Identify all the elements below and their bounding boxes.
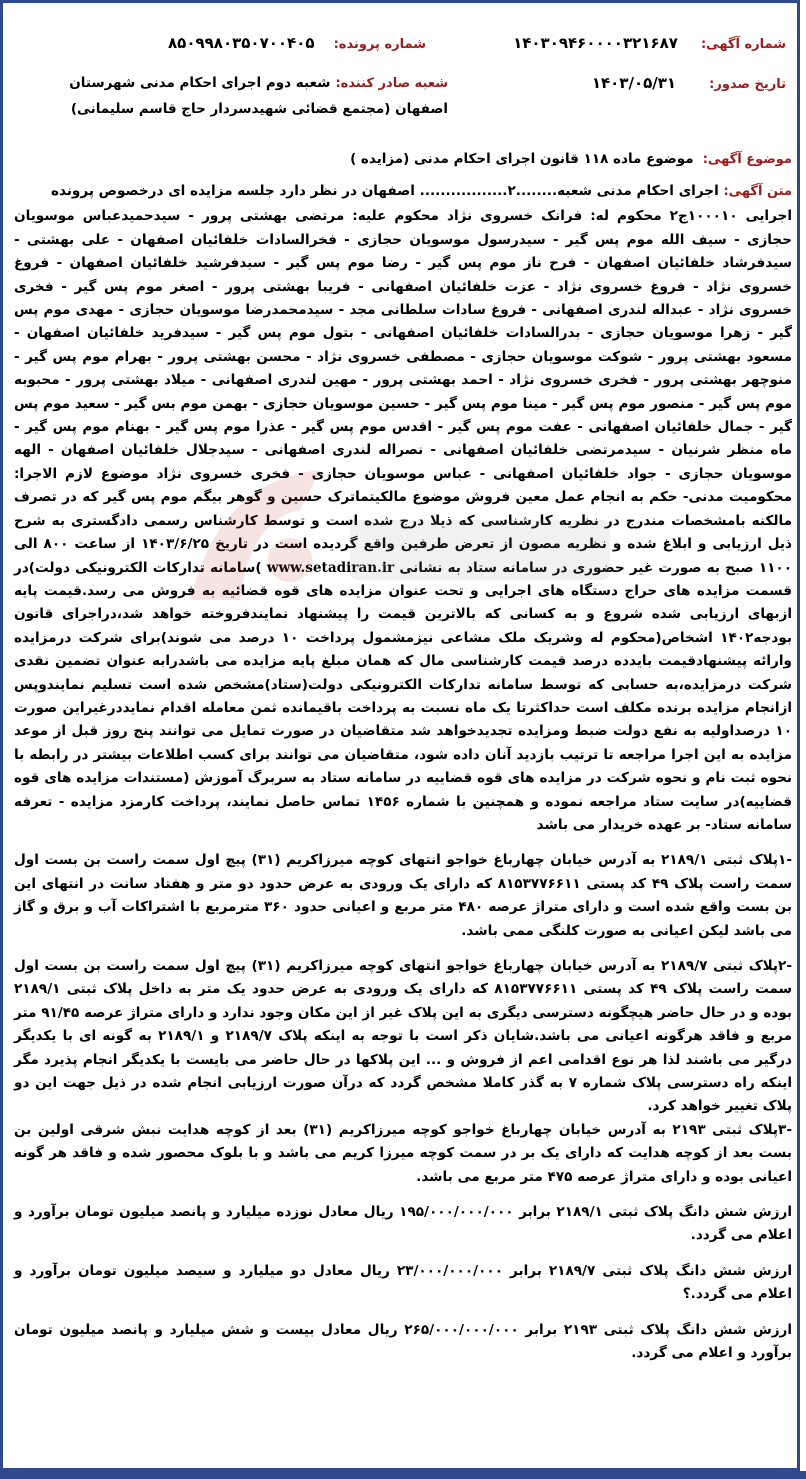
value-1: ارزش شش دانگ پلاک ثبتی ۲۱۸۹/۱ برابر ۱۹۵/۰۰۰/۰۰۰/۰۰۰ ریال معادل نوزده میلیارد و پانصد میلیون تومان برآورد و اعلام می گردد. xyxy=(14,1204,792,1244)
item-1: -۱پلاک ثبتی ۲۱۸۹/۱ به آدرس خیابان چهارباغ خواجو انتهای کوچه میرزاکریم (۳۱) پیچ اول سمت راست بن بست اول سمت راست پلاک ۴۹ کد پستی ۸۱۵۳۷۷۶۶۱۱ که دارای یک ورودی به عرض حدود دو متر و هفتاد سانت در انتهای این بن بست واقع شده است و دارای متراژ عرصه ۴۸۰ متر مربع و اعیانی حدود ۳۶۰ مترمربع با اشتراکات آب و برق و گاز می باشد لیکن اعیانی به صورت کلنگی ممی باشد. xyxy=(14,852,793,939)
item-2: -۲پلاک ثبتی ۲۱۸۹/۷ به آدرس خیابان چهارباغ خواجو انتهای کوچه میرزاکریم (۳۱) پیچ اول سمت راست بن بست اول سمت راست پلاک ۴۹ کد پستی ۸۱۵۳۷۷۶۶۱۱ که دارای یک ورودی به عرض حدود یک متر به داخل پلاک ثبتی ۲۱۸۹/۱ بوده و در حال حاضر هیچگونه دسترسی دیگری به این پلاک غیر از این مکان وجود ندارد و دارای متراژ عرصه ۹۱/۴۵ متر مربع و فاقد هرگونه اعیانی می باشد.شایان ذکر است با توجه به اینکه پلاک ۲۱۸۹/۷ و ۲۱۸۹/۱ به گونه ای با یکدیگر درگیر می باشند لذا هر نوع اقدامی اعم از فروش و ... این پلاکها در حال حاضر می بایست با یکدیگر انجام پذیرد مگر اینکه راه دسترسی پلاک شماره ۷ به گذر کاملا مشخص گردد که درآن صورت ارزیابی انجام شده در ذیل جهت این دو پلاک تغییر خواهد کرد. xyxy=(14,958,793,1115)
issuer-row xyxy=(18,70,448,121)
case-number-label: شماره پرونده: xyxy=(333,37,426,52)
value-3: ارزش شش دانگ پلاک ثبتی ۲۱۹۳ برابر ۲۶۵/۰۰۰/۰۰۰/۰۰۰ ریال معادل بیست و شش میلیارد و پانصد میلیون تومان برآورد و اعلام می گردد. xyxy=(14,1321,793,1362)
case-number-row xyxy=(168,33,426,52)
issue-date: ۱۴۰۳/۰۵/۳۱ xyxy=(591,74,677,92)
ad-number-label: شماره آگهی: xyxy=(700,37,786,52)
website-link[interactable]: www.setadiran.ir xyxy=(266,559,395,576)
subject: موضوع ماده ۱۱۸ قانون اجرای احکام مدنی (مزایده ) xyxy=(350,151,694,167)
case-number: ۸۵۰۹۹۸۰۳۵۰۷۰۰۴۰۵ xyxy=(168,34,315,52)
issuer-label: شعبه صادر کننده: xyxy=(335,76,448,91)
ad-number-row xyxy=(513,33,786,52)
intro-row xyxy=(14,180,792,203)
paragraph-1: اجرایی ۱۰۰۰۱۰ج۲ محکوم له: فرانک خسروی نژاد محکوم علیه: مرتضی بهشتی پرور - سیدحمیدعباس موسویان حجازی - سیف الله موم پس گیر - سیدرسول موسویان حجازی - فخرالسادات خلفائیان اصفهان - علی بهشتی - سیدفرشاد خلفائیان اصفهان - فرح ناز موم پس گیر - رضا موم پس گیر - سیدفرشید خلفائیان اصفهان - فروغ خسروی نژاد - فروغ خسروی نژاد - عزت خلفائیان اصفهانی - فریبا بهشتی پرور - اصغر موم پس گیر - فخری خسروی نژاد - عبداله لندری اصفهانی - فروغ سادات سلطانی مجد - سیدمحمدرضا موسویان حجازی - مهدی موم پس گیر - زهرا موسویان حجازی - بدرالسادات خلفائیان اصفهانی - بتول موم پس گیر - سیدفرید خلفائیان اصفهان - مسعود بهشتی پرور - شوکت موسویان حجازی - مصطفی خسروی نژاد - محسن بهشتی پرور - بهرام موم پس گیر - منوچهر بهشتی پرور - فخری خسروی نژاد - احمد بهشتی پرور - مهین لندری اصفهانی - میلاد بهشتی پرور - محبوبه موم پس گیر - منصور موم پس گیر - مینا موم پس گیر - حسین موسویان حجازی - بهمن موم بس گیر - سعید موم پس گیر - جمال خلفائیان اصفهانی - عفت موم پس گیر - اقدس موم پس گیر - عذرا موم پس گیر - بهنام موم پس گیر - ماه منظر شرنیان - سیدمرتضی خلفائیان اصفهانی - نصراله لندری اصفهانی - سیدجلال خلفائیان اصفهان - الهه موسویان حجازی - جواد خلفائیان اصفهانی - عباس موسویان حجازی - فخری خسروی نژاد موضوع لازم الاجرا: محکومیت مدنی- حکم به انجام عمل معین فروش موضوع مالکیتماترک حسین و گوهر بیگم موم پس گیر که در تصرف مالکنه بامشخصات مندرج در نظریه کارشناسی که ذیلا درج شده است و توسط کارشناس رسمی دادگستری به شرح ذیل ارزیابی و ابلاغ شده و نظریه مصون از تعرض طرفین واقع گردیده است در تاریخ ۱۴۰۳/۶/۲۵ از ساعت ۸۰۰ الی ۱۱۰۰ صبح به صورت غیر حضوری در سامانه ستاد به نشانی xyxy=(14,208,793,576)
ad-body xyxy=(14,180,792,1378)
ad-document xyxy=(14,0,792,1479)
issuer: شعبه دوم اجرای احکام مدنی شهرستان اصفهان (مجتمع قضائی شهیدسردار حاج قاسم سلیمانی) xyxy=(69,75,448,117)
value-2: ارزش شش دانگ پلاک ثبتی ۲۱۸۹/۷ برابر ۲۳/۰۰۰/۰۰۰/۰۰۰ ریال معادل دو میلیارد و سیصد میلیون تومان برآورد و اعلام می گردد.؟ xyxy=(14,1262,792,1303)
bottom-bar xyxy=(0,1471,806,1479)
issue-date-row xyxy=(592,73,786,92)
paragraph-1b: )سامانه تدارکات الکترونیکی دولت)در قسمت مزایده های حراج دستگاه های اجرایی و تحت عنوان مزایده های قوه قضائیه به فروش می رسد.قیمت پایه ازبهای ارزیابی شده شروع و به کسانی که بالاترین قیمت را پیشنهاد نمایندفروخته خواهد شد،دراجرای قانون بودجه۱۴۰۲ اشخاص(محکوم له وشریک ملک مشاعی نیزمشمول پرداخت ۱۰ درصد می شوند)برای شرکت درمزایده وارائه پیشنهادقیمت بایدده درصد قیمت کارشناسی مال که همان مبلغ پایه مزایده می باشدرابه عنوان تضمین نقدی شرکت درمزایده،به حسابی که توسط سامانه تدارکات الکترونیکی دولت(ستاد)مشخص شده است تسلیم نمایندوپس ازانجام مزایده برنده مکلف است حداکثرتا یک ماه نسبت به پرداخت باقیمانده ثمن معامله اقدام نمایددرغیراین صورت ۱۰ درصداولیه به نفع دولت ضبط ومزایده تجدیدخواهد شد متقاضیان در صورت تمایل می توانند پنج روز قبل از موعد مزایده به این اجرا مراجعه تا ترتیب بازدید آنان داده شود، متقاضیان می توانند برای کسب اطلاعات بیشتر در رابطه با نحوه ثبت نام و نحوه شرکت در مزایده های قوه قضاییه در سامانه ستاد به سربرگ آموزش (مستندات مزایده های قوه قضاییه)در سایت ستاد مراجعه نموده و همچنین با شماره ۱۴۵۶ تماس حاصل نمایند، پرداخت کارمزد مزایده - تعرفه سامانه ستاد- بر عهده خریدار می باشد xyxy=(14,559,792,833)
ad-number: ۱۴۰۳۰۹۴۶۰۰۰۰۳۲۱۶۸۷ xyxy=(513,34,678,52)
subject-label: موضوع آگهی: xyxy=(702,152,792,167)
paragraph-main xyxy=(14,205,792,837)
issue-date-label: تاریخ صدور: xyxy=(709,77,786,92)
text-label: متن آگهی: xyxy=(723,184,792,199)
subject-row xyxy=(350,148,792,167)
intro-text: اجرای احکام مدنی شعبه........۲................. اصفهان در نظر دارد جلسه مزایده ای درخصوص پرونده xyxy=(50,183,719,199)
item-3: -۳پلاک ثبتی ۲۱۹۳ به آدرس خیابان چهارباغ خواجو کوچه میرزاکریم (۳۱) بعد از کوچه هدایت نبش شرقی اولین بن بست بعد از کوچه هدایت که دارای یک بر در سمت کوچه میرزا کریم می باشد و با بلوک محصور شده و فاقد هر گونه اعیانی بوده و دارای متراژ عرصه ۴۷۵ متر مربع می باشد. xyxy=(14,1121,792,1185)
